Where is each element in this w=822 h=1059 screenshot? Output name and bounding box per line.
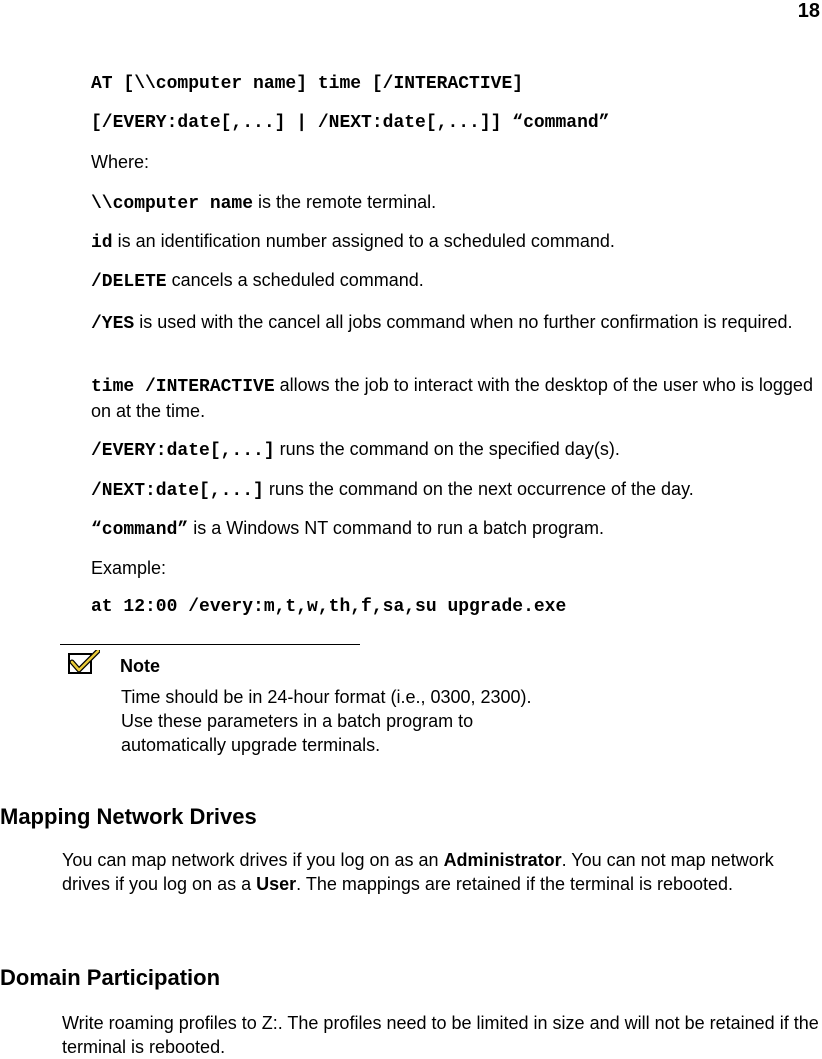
definition-term: /YES — [91, 314, 135, 334]
mapping-bold-term: User — [256, 874, 297, 894]
definition-item — [91, 229, 819, 255]
section-body-mapping — [62, 848, 820, 896]
where-label: Where: — [91, 152, 150, 172]
page-number: 18 — [797, 0, 820, 22]
checkmark-icon — [68, 650, 100, 674]
mapping-text: . The mappings are retained if the terminal is rebooted. — [296, 874, 734, 894]
note-line: Use these parameters in a batch program to — [121, 711, 474, 731]
section-body-domain: Write roaming profiles to Z:. The profiles need to be limited in size and will not be retained if the terminal is rebooted. — [62, 1013, 819, 1057]
definition-term: “command” — [91, 520, 189, 540]
definition-desc: runs the command on the specified day(s). — [274, 439, 620, 459]
note-line: Time should be in 24-hour format (i.e., 0300, 2300). — [121, 687, 532, 707]
definition-item — [91, 268, 819, 294]
definition-term: \\computer name — [91, 194, 254, 214]
definition-desc: is used with the cancel all jobs command when no further confirmation is required. — [134, 312, 793, 332]
definition-desc: is a Windows NT command to run a batch program. — [188, 518, 605, 538]
definition-item — [91, 516, 819, 542]
mapping-bold-term: Administrator — [443, 850, 562, 870]
syntax-line-2: [/EVERY:date[,...] | /NEXT:date[,...]] “command” — [91, 113, 610, 133]
section-heading-mapping: Mapping Network Drives — [0, 804, 257, 829]
example-label: Example: — [91, 558, 167, 578]
definition-term: /DELETE — [91, 272, 167, 292]
definition-item — [91, 373, 819, 423]
definition-desc: is the remote terminal. — [253, 192, 437, 212]
definition-desc: is an identification number assigned to a scheduled command. — [112, 231, 615, 251]
note-body — [121, 685, 641, 757]
note-title: Note — [120, 656, 160, 676]
definition-term: /EVERY:date[,...] — [91, 441, 275, 461]
definition-item — [91, 437, 819, 463]
mapping-text: . You can not map network drives if you log on as a — [62, 850, 774, 894]
definition-item — [91, 190, 819, 216]
note-line: automatically upgrade terminals. — [121, 735, 381, 755]
definition-item — [91, 477, 819, 503]
definition-desc: allows the job to interact with the desktop of the user who is logged on at the time. — [91, 375, 813, 421]
definition-term: /NEXT:date[,...] — [91, 481, 264, 501]
definition-term: time /INTERACTIVE — [91, 377, 275, 397]
section-heading-domain: Domain Participation — [0, 965, 221, 990]
definition-item — [91, 310, 819, 336]
definition-term: id — [91, 233, 113, 253]
note-divider — [60, 644, 360, 645]
syntax-line-1: AT [\\computer name] time [/INTERACTIVE] — [91, 74, 524, 94]
example-command: at 12:00 /every:m,t,w,th,f,sa,su upgrade.exe — [91, 597, 567, 617]
mapping-text: You can map network drives if you log on as an — [62, 850, 444, 870]
definition-desc: runs the command on the next occurrence of the day. — [263, 479, 694, 499]
definition-desc: cancels a scheduled command. — [166, 270, 424, 290]
